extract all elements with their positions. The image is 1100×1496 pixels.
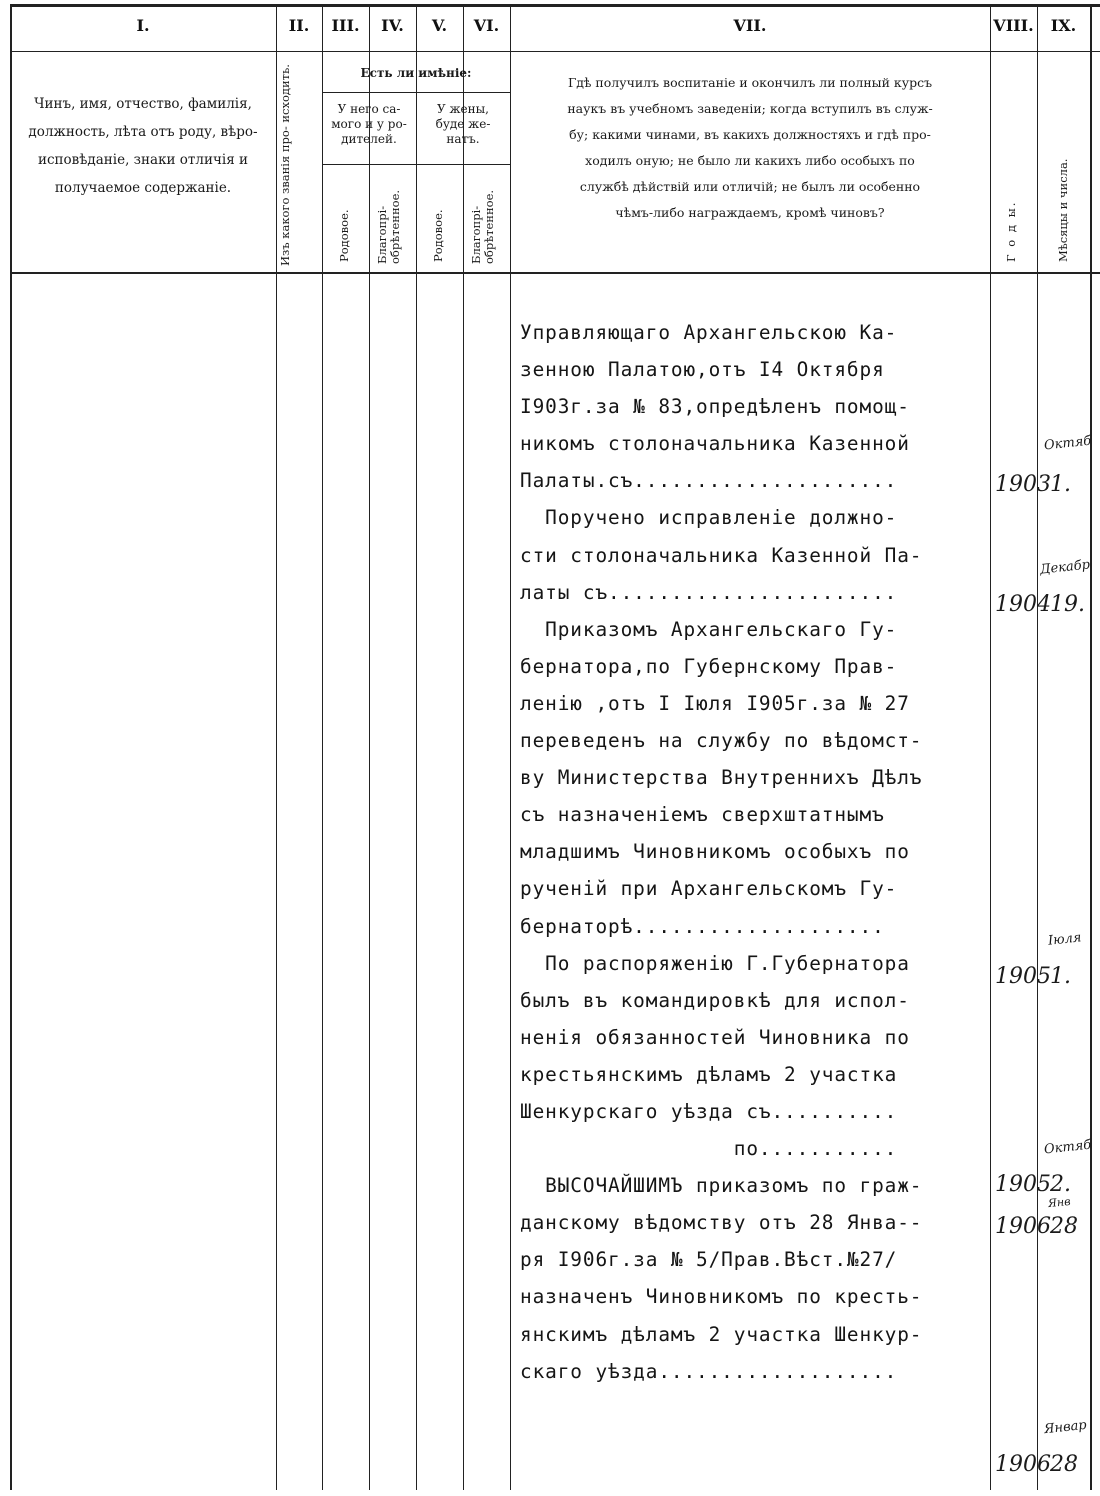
col1-header-line: исповѣданіе, знаки отличія и [37, 152, 249, 168]
record-line: Управляющаго Архангельскою Ка- [520, 321, 898, 344]
record-line: никомъ столоначальника Казенной [520, 432, 910, 456]
record-line: по........... [520, 1137, 898, 1161]
record-line: янскимъ дѣламъ 2 участка Шенкур- [520, 1322, 923, 1346]
col-divider-6 [510, 4, 511, 1490]
numeral-col-4: IV. [381, 16, 404, 35]
right-border [1090, 4, 1092, 1490]
record-line: I903г.за № 83,опредѣленъ помощ- [520, 395, 910, 419]
col6-blagopri: Благопрі- обрѣтенное. [469, 189, 496, 264]
handwritten-year: 1904 [995, 592, 1051, 617]
handwritten-day: 28 [1050, 1452, 1078, 1477]
col7-header [514, 70, 986, 226]
col5-rodovoe: Родовое. [431, 209, 445, 262]
estate-header: Есть ли имѣніе: [360, 66, 472, 80]
numeral-col-9: IX. [1050, 16, 1077, 35]
handwritten-day: 2. [1050, 1172, 1071, 1197]
record-line: сти столоначальника Казенной Па- [520, 543, 923, 567]
col4-blagopri: Благопрі- обрѣтенное. [375, 189, 402, 264]
estate-wife-header [416, 102, 510, 147]
col-divider-3 [369, 4, 370, 1490]
col2-header: Изъ какого званія про- исходить. [278, 64, 292, 266]
left-border [10, 4, 12, 1490]
handwritten-year: 1905 [995, 964, 1051, 989]
col7-header-line: наукъ въ учебномъ заведеніи; когда вступилъ въ служ- [567, 101, 933, 116]
handwritten-day: 28 [1050, 1214, 1078, 1239]
service-record-text [520, 314, 990, 1390]
col1-header-line: должность, лѣта отъ роду, вѣро- [28, 124, 258, 140]
handwritten-month: Янв [1047, 1194, 1072, 1211]
record-line: зенною Палатою,отъ I4 Октября [520, 358, 885, 382]
handwritten-year: 1906 [995, 1452, 1051, 1477]
record-line: ненія обязанностей Чиновника по [520, 1025, 910, 1049]
col1-header-line: получаемое содержаніе. [54, 180, 232, 196]
handwritten-year: 1906 [995, 1214, 1051, 1239]
record-line: рученій при Архангельскомъ Гу- [520, 877, 898, 901]
estate-wife-line: натъ. [446, 132, 480, 146]
numeral-col-8: VIII. [993, 16, 1034, 35]
estate-self-line: У него са- [337, 102, 401, 116]
record-line: ВЫСОЧАЙШИМЪ приказомъ по граж- [520, 1174, 923, 1198]
estate-self-header [322, 102, 416, 147]
handwritten-year: 1905 [995, 1172, 1051, 1197]
col-divider-7 [990, 4, 991, 1490]
col3-rodovoe: Родовое. [337, 209, 351, 262]
handwritten-day: 19. [1050, 592, 1085, 617]
header-bottom-rule [10, 272, 1100, 274]
numeral-col-2: II. [288, 16, 310, 35]
handwritten-month: Октяб [1043, 433, 1092, 454]
col7-header-line: чѣмъ-либо награждаемъ, кромѣ чиновъ? [615, 205, 885, 220]
numeral-col-5: V. [431, 16, 448, 35]
handwritten-year: 1903 [995, 472, 1051, 497]
record-line: младшимъ Чиновникомъ особыхъ по [520, 840, 910, 864]
col-divider-5 [463, 4, 464, 1490]
col7-header-line: службѣ дѣйствій или отличій; не былъ ли особенно [579, 179, 921, 194]
record-line: Поручено исправленіе должно- [520, 506, 898, 530]
record-line: скаго уѣзда................... [520, 1359, 898, 1383]
col-divider-1 [276, 4, 277, 1490]
record-line: По распоряженію Г.Губернатора [520, 951, 910, 975]
record-line: крестьянскимъ дѣламъ 2 участка [520, 1062, 898, 1086]
record-line: бернатора,по Губернскому Прав- [520, 654, 898, 678]
record-line: назначенъ Чиновникомъ по кресть- [520, 1285, 923, 1309]
col7-header-line: бу; какими чинами, въ какихъ должностяхъ и гдѣ про- [569, 127, 931, 142]
numeral-col-6: VI. [473, 16, 500, 35]
estate-self-line: мого и у ро- [331, 117, 407, 131]
col-divider-4 [416, 4, 417, 1490]
record-line: ву Министерства Внутреннихъ Дѣлъ [520, 766, 923, 790]
record-line: Шенкурскаго уѣзда съ.......... [520, 1099, 898, 1123]
record-line: данскому вѣдомству отъ 28 Янва-- [520, 1211, 923, 1235]
handwritten-day: 1. [1050, 964, 1071, 989]
estate-wife-line: буде же- [435, 117, 491, 131]
numeral-col-3: III. [331, 16, 360, 35]
record-line: Приказомъ Архангельскаго Гу- [520, 617, 898, 641]
handwritten-month: Январ [1043, 1417, 1088, 1438]
estate-self-line: дителей. [341, 132, 397, 146]
record-line: былъ въ командировкѣ для испол- [520, 988, 910, 1012]
handwritten-month: Декабр [1039, 557, 1091, 578]
record-line: латы съ....................... [520, 580, 898, 604]
handwritten-month: Іюля [1047, 930, 1083, 949]
record-line: ленію ,отъ I Іюля I905г.за № 27 [520, 691, 910, 715]
estate-wife-line: У жены, [437, 102, 489, 116]
handwritten-day: 1. [1050, 472, 1071, 497]
col-divider-2 [322, 4, 323, 1490]
numeral-col-7: VII. [733, 16, 767, 35]
record-line: Палаты.съ..................... [520, 469, 898, 493]
handwritten-month: Октяб [1043, 1137, 1092, 1158]
top-border [10, 4, 1100, 7]
col-divider-8 [1037, 4, 1038, 1490]
numeral-row-divider [10, 51, 1100, 52]
record-line: ря I906г.за № 5/Прав.Вѣст.№27/ [520, 1248, 898, 1272]
col7-header-line: ходилъ оную; не было ли какихъ либо особыхъ по [585, 153, 915, 168]
col1-header [12, 90, 274, 202]
col8-header: Г о д ы. [1004, 200, 1018, 262]
record-line: бернаторѣ.................... [520, 914, 885, 938]
col1-header-line: Чинъ, имя, отчество, фамилія, [34, 96, 252, 112]
col9-header: Мѣсяцы и числа. [1056, 158, 1070, 262]
col7-header-line: Гдѣ получилъ воспитаніе и окончилъ ли полный курсъ [567, 75, 933, 90]
record-line: переведенъ на службу по вѣдомст- [520, 729, 923, 753]
numeral-col-1: I. [136, 16, 150, 35]
record-line: съ назначеніемъ сверхштатнымъ [520, 803, 885, 827]
